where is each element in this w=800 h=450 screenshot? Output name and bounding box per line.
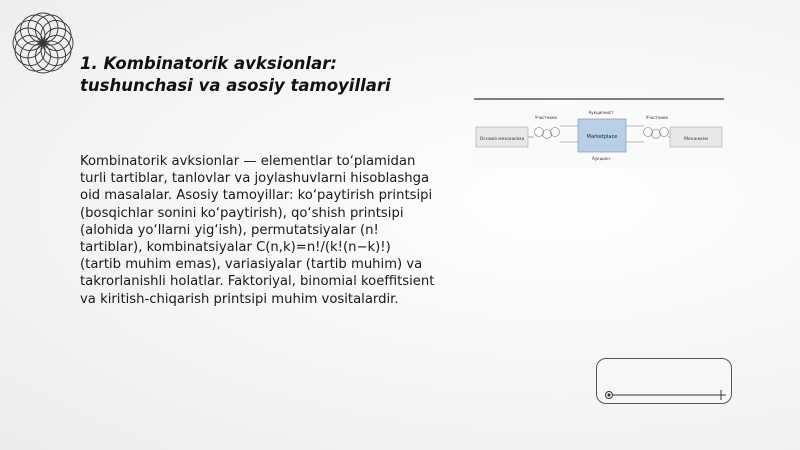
diagram-left-box-label: Основа механизма (479, 137, 525, 142)
timeline-slider[interactable] (596, 358, 732, 404)
auction-mechanism-diagram (474, 96, 724, 168)
diagram-center-bottom-label: Аукцион (592, 156, 610, 161)
slide-title-line-2: tushunchasi va asosiy tamoyillari (80, 76, 391, 95)
diagram-right-party-label: Участники (645, 115, 669, 120)
diagram-left-party-label: Участники (534, 115, 558, 120)
rosette-logo-icon (4, 4, 82, 82)
slide-title-line-1: 1. Kombinatorik avksionlar: (80, 54, 337, 73)
slider-end-plus-icon[interactable] (716, 390, 726, 400)
diagram-marketplace-label: Marketplace (586, 134, 618, 140)
diagram-right-box-label: Механизм (684, 137, 708, 142)
diagram-center-top-label: Аукционист (588, 110, 614, 115)
slide-title (80, 53, 440, 97)
slide-body-text: Kombinatorik avksionlar — elementlar to‘plamidan turli tartiblar, tanlovlar va joylashuvlarni hisoblashga oid masalalar. Asosiy tamoyillar: ko‘paytirish printsipi (bosqichlar sonini ko‘paytirish), qo‘shish printsipi (alohida yo‘llarni yig‘ish), permutatsiyalar (n! tartiblar), kombinatsiyalar C(n,k)=n!/(k!(n−k)!) (tartib muhim emas), variasiyalar (tartib muhim) va takrorlanishli holatlar. Faktoriyal, binomial koeffitsient va kiritish-chiqarish printsipi muhim vositalardir. (80, 154, 435, 307)
